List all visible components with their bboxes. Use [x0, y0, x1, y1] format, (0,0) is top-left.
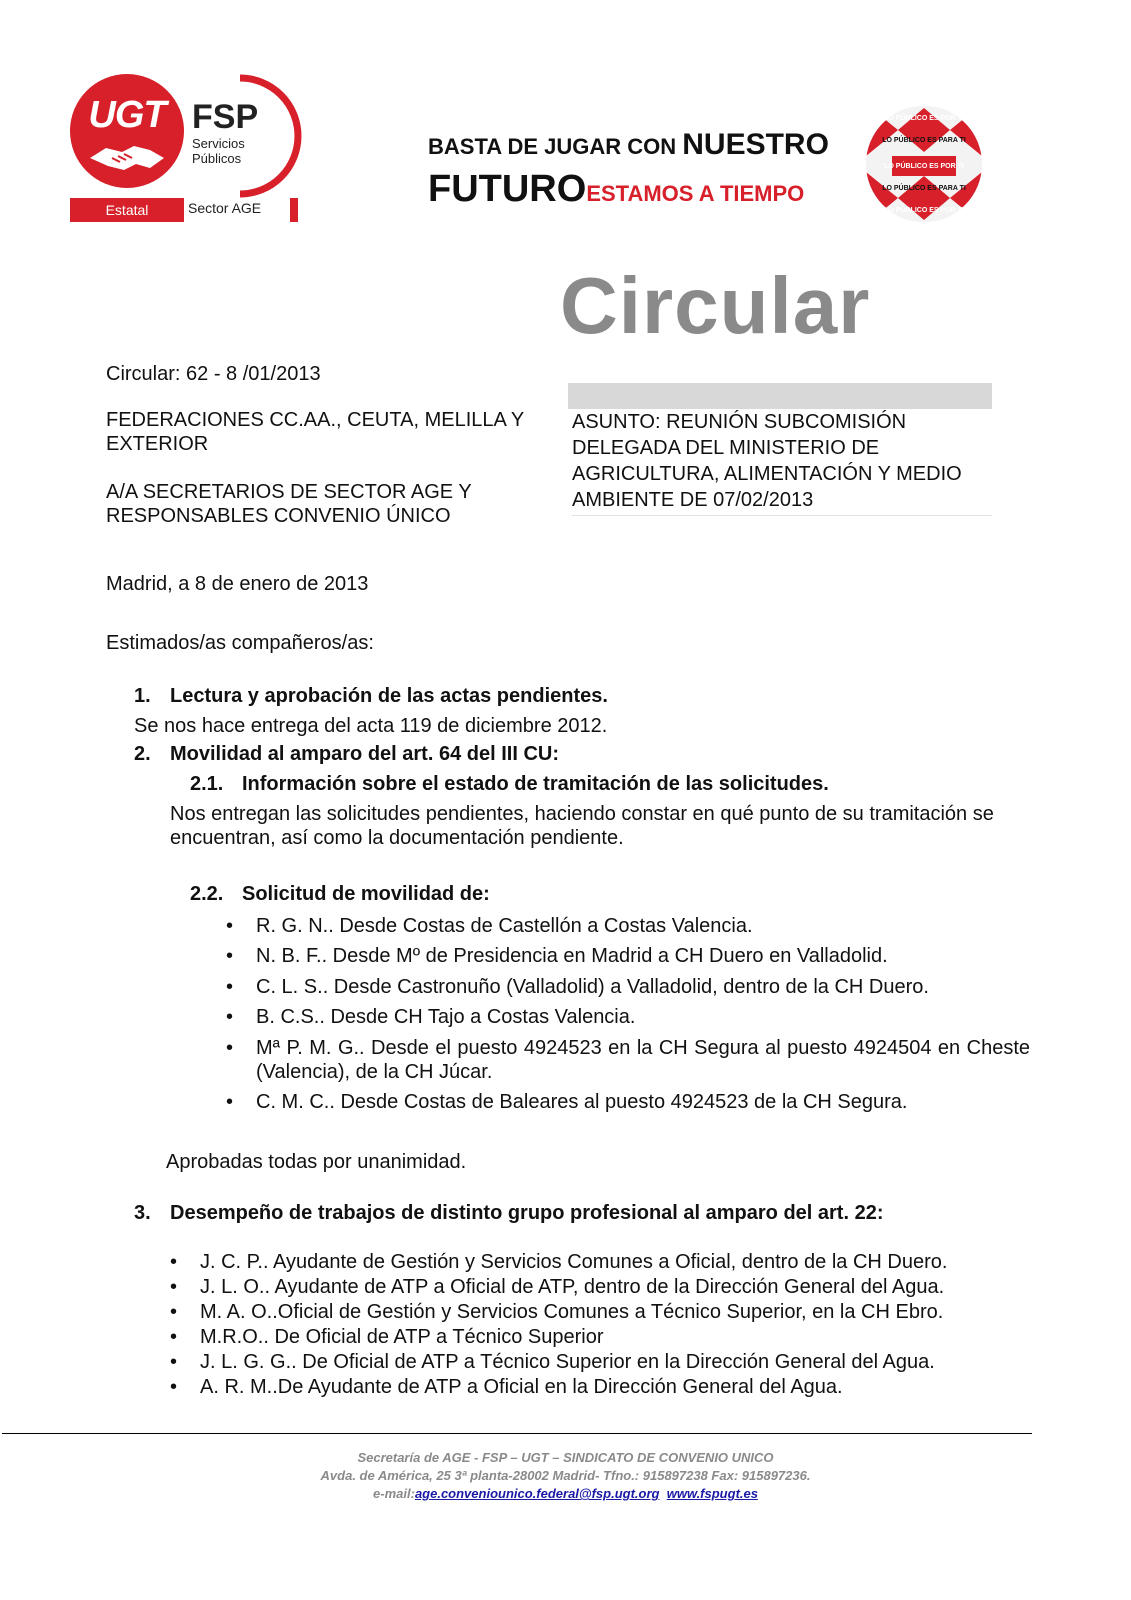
slogan-futuro: FUTURO: [428, 168, 587, 210]
bullet-icon: •: [170, 1301, 178, 1323]
work-item-1: J. C. P.. Ayudante de Gestión y Servicios Comunes a Oficial, dentro de la CH Duero.: [200, 1251, 948, 1273]
section-2-2-number: 2.2.: [190, 883, 224, 905]
footer-line-3: [0, 1486, 1131, 1501]
section-2-2-title: Solicitud de movilidad de:: [242, 883, 490, 905]
section-1-heading: [134, 685, 608, 708]
list-item: [226, 944, 1030, 968]
section-2-heading: [134, 743, 559, 766]
recipients-federaciones: FEDERACIONES CC.AA., CEUTA, MELILLA Y EXTERIOR: [106, 409, 524, 455]
sector-bar: [290, 198, 298, 222]
fsp-text: FSP: [192, 98, 259, 136]
slogan-estamos: ESTAMOS A TIEMPO: [586, 181, 805, 206]
estatal-badge: Estatal: [70, 198, 184, 222]
globe-label-5: LO PÚBLICO ES POR TI: [884, 207, 964, 214]
work-item-6: A. R. M..De Ayudante de ATP a Oficial en la Dirección General del Agua.: [200, 1376, 843, 1398]
section-2-1-text: Nos entregan las solicitudes pendientes, haciendo constar en qué punto de su tramitación se encuentran, así como la documentación pendiente.: [170, 803, 994, 849]
mobility-item-4: B. C.S.. Desde CH Tajo a Costas Valencia.: [256, 1006, 636, 1028]
subject-text: ASUNTO: REUNIÓN SUBCOMISIÓN DELEGADA DEL MINISTERIO DE AGRICULTURA, ALIMENTACIÓN Y MEDIO AMBIENTE DE 07/02/2013: [572, 409, 992, 516]
work-item-5: J. L. G. G.. De Oficial de ATP a Técnico Superior en la Dirección General del Agua.: [200, 1351, 935, 1373]
list-item: [226, 1090, 1030, 1114]
slogan-line-1: [428, 128, 829, 162]
list-item: [170, 1300, 1030, 1324]
lo-publico-globe-icon: [862, 100, 982, 228]
list-item: [170, 1250, 1030, 1274]
bullet-icon: •: [170, 1251, 178, 1273]
section-3-title: Desempeño de trabajos de distinto grupo profesional al amparo del art. 22:: [170, 1202, 884, 1224]
footer-line-2: Avda. de América, 25 3ª planta-28002 Madrid- Tfno.: 915897238 Fax: 915897236.: [320, 1468, 811, 1483]
slogan-line-2: [428, 168, 804, 211]
section-2-title: Movilidad al amparo del art. 64 del III CU:: [170, 743, 559, 765]
list-item: [170, 1375, 1030, 1399]
handshake-icon: [88, 138, 166, 174]
section-1-text: Se nos hace entrega del acta 119 de diciembre 2012.: [134, 715, 608, 737]
globe-label-1: LO PÚBLICO ES POR TI: [884, 115, 964, 122]
section-3-heading: [134, 1202, 883, 1225]
mobility-item-5: Mª P. M. G.. Desde el puesto 4924523 en la CH Segura al puesto 4924504 en Cheste (Valencia), de la CH Júcar.: [256, 1037, 1030, 1083]
bullet-icon: •: [226, 976, 234, 998]
bullet-icon: •: [226, 1037, 234, 1059]
work-item-4: M.R.O.. De Oficial de ATP a Técnico Superior: [200, 1326, 604, 1348]
bullet-icon: •: [226, 1006, 234, 1028]
bullet-icon: •: [226, 915, 234, 937]
bullet-icon: •: [226, 1091, 234, 1113]
recipients-secretarios: A/A SECRETARIOS DE SECTOR AGE Y RESPONSABLES CONVENIO ÚNICO: [106, 481, 472, 527]
ugt-fsp-logo: [70, 74, 305, 224]
date-line: Madrid, a 8 de enero de 2013: [106, 573, 369, 595]
page-title: Circular: [560, 261, 871, 350]
list-item: [170, 1275, 1030, 1299]
list-item: [226, 1005, 1030, 1029]
bullet-icon: •: [170, 1376, 178, 1398]
mobility-item-3: C. L. S.. Desde Castronuño (Valladolid) a Valladolid, dentro de la CH Duero.: [256, 976, 929, 998]
footer-email-link[interactable]: age.conveniounico.federal@fsp.ugt.org: [414, 1486, 660, 1501]
subject-header-bar: [568, 383, 992, 409]
sector-age-text: Sector AGE: [188, 200, 262, 216]
slogan-nuestro: NUESTRO: [682, 128, 829, 161]
globe-label-4: LO PÚBLICO ES PARA TI: [882, 185, 966, 192]
bullet-icon: •: [226, 945, 234, 967]
ugt-logo-text: UGT: [88, 94, 166, 136]
bullet-icon: •: [170, 1351, 178, 1373]
list-item: [170, 1350, 1030, 1374]
list-item: [226, 1036, 1030, 1084]
mobility-item-1: R. G. N.. Desde Costas de Castellón a Costas Valencia.: [256, 915, 753, 937]
section-2-1-title: Información sobre el estado de tramitación de las solicitudes.: [242, 773, 829, 795]
approval-note: Aprobadas todas por unanimidad.: [166, 1151, 467, 1173]
section-2-1-number: 2.1.: [190, 773, 224, 795]
section-3-number: 3.: [134, 1202, 151, 1224]
slogan-prefix: BASTA DE JUGAR CON: [428, 134, 683, 159]
greeting: Estimados/as compañeros/as:: [106, 632, 374, 654]
section-2-number: 2.: [134, 743, 151, 765]
bullet-icon: •: [170, 1326, 178, 1348]
footer-email-label: e-mail:: [373, 1486, 415, 1501]
bullet-icon: •: [170, 1276, 178, 1298]
section-1-number: 1.: [134, 685, 151, 707]
globe-label-3: LO PÚBLICO ES POR TI: [884, 163, 964, 170]
mobility-item-2: N. B. F.. Desde Mº de Presidencia en Madrid a CH Duero en Valladolid.: [256, 945, 888, 967]
list-item: [226, 975, 1030, 999]
globe-label-2: LO PÚBLICO ES PARA TI: [882, 137, 966, 144]
publicos-text: Públicos: [192, 151, 242, 166]
section-2-2-heading: [190, 883, 490, 906]
work-item-2: J. L. O.. Ayudante de ATP a Oficial de ATP, dentro de la Dirección General del Agua.: [200, 1276, 945, 1298]
work-item-3: M. A. O..Oficial de Gestión y Servicios Comunes a Técnico Superior, en la CH Ebro.: [200, 1301, 944, 1323]
servicios-text: Servicios: [192, 136, 245, 151]
list-item: [170, 1325, 1030, 1349]
section-2-1-heading: [190, 773, 829, 796]
footer-web-link[interactable]: www.fspugt.es: [666, 1486, 758, 1501]
section-1-title: Lectura y aprobación de las actas pendientes.: [170, 685, 608, 707]
footer-line-1: Secretaría de AGE - FSP – UGT – SINDICATO DE CONVENIO UNICO: [357, 1450, 774, 1465]
circular-number: Circular: 62 - 8 /01/2013: [106, 363, 321, 385]
mobility-item-6: C. M. C.. Desde Costas de Baleares al puesto 4924523 de la CH Segura.: [256, 1091, 908, 1113]
footer-divider: [2, 1433, 1032, 1434]
list-item: [226, 914, 1030, 938]
